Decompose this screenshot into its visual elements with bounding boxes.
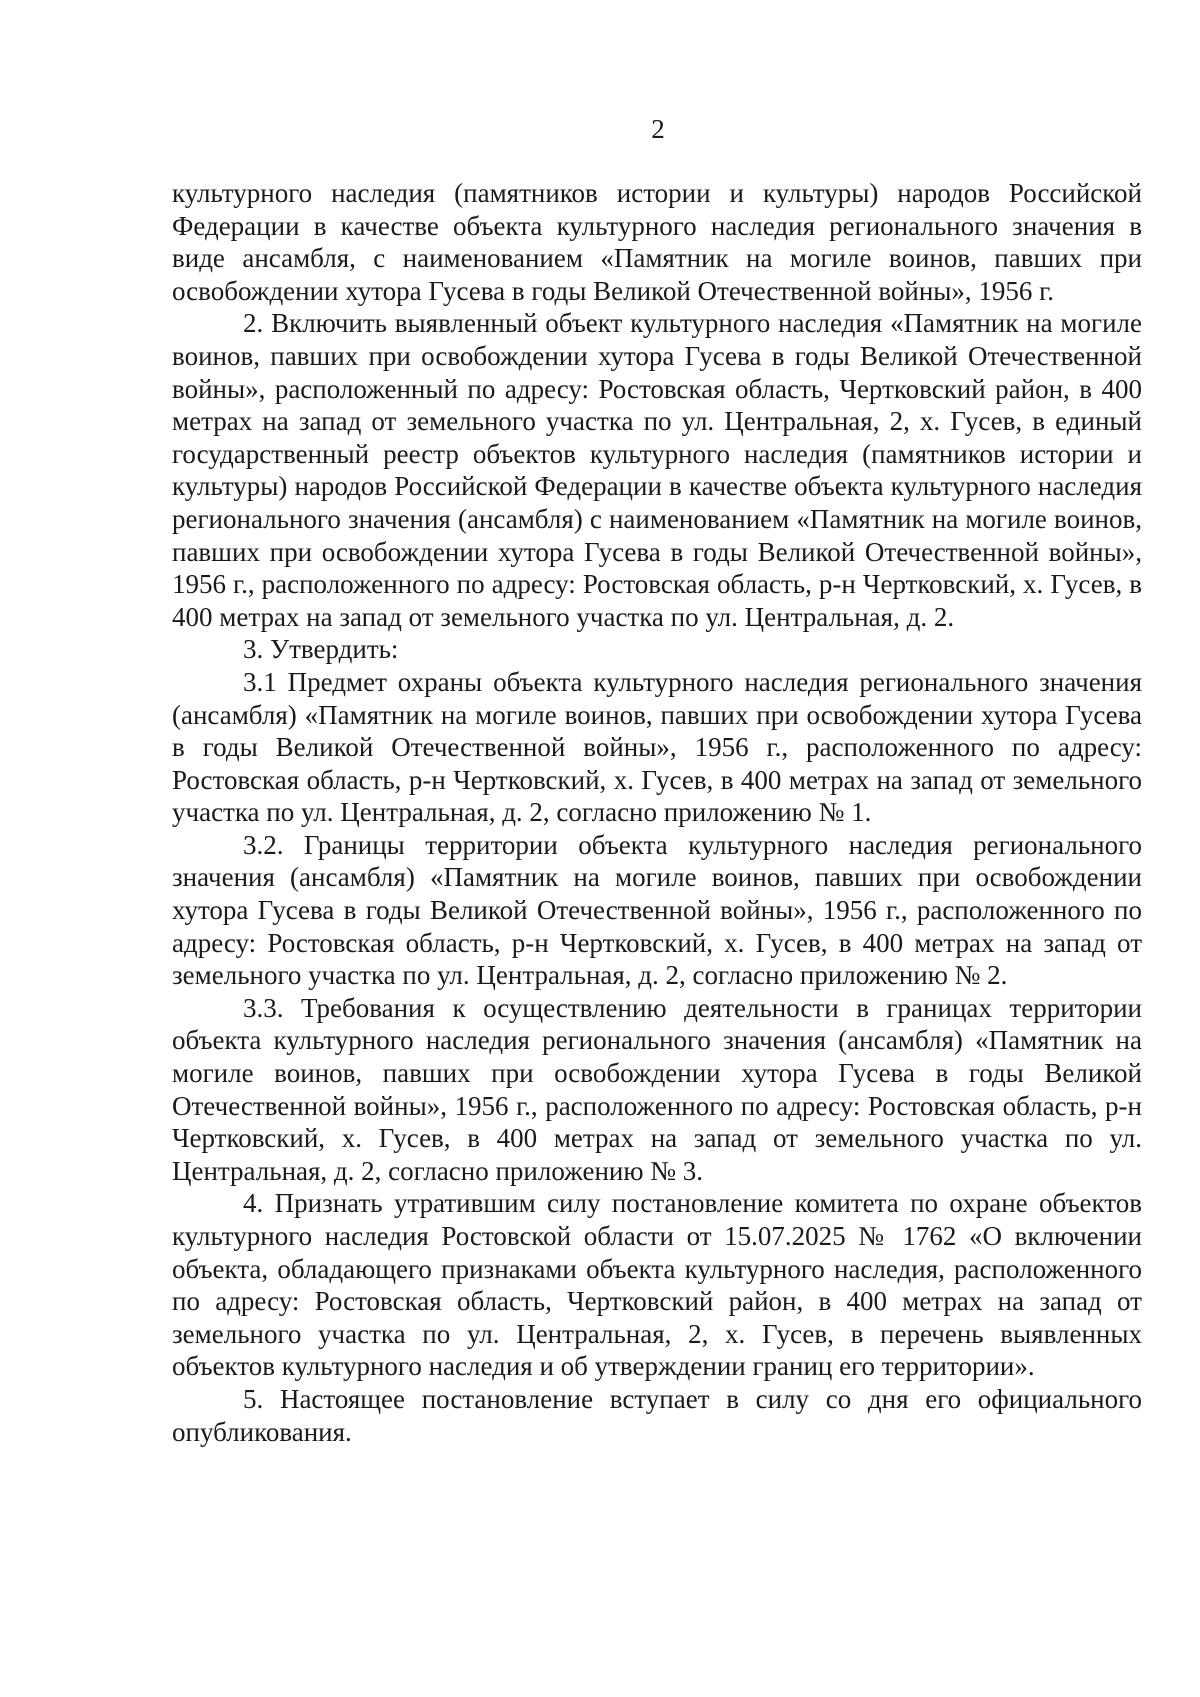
- paragraph-item-3-2: 3.2. Границы территории объекта культурного наследия регионального значения (ансамбля) «Памятник на могиле воинов, павших при освобождении хутора Гусева в годы Великой Отечественной войны», 1956 г., расположенного по адресу: Ростовская область, р-н Чертковский, х. Гусев, в 400 метрах на запад от земельного участка по ул. Центральная, д. 2, согласно приложению № 2.: [172, 829, 1142, 991]
- paragraph-item-3-1: 3.1 Предмет охраны объекта культурного наследия регионального значения (ансамбля) «Памятник на могиле воинов, павших при освобождении хутора Гусева в годы Великой Отечественной войны», 1956 г., расположенного по адресу: Ростовская область, р-н Чертковский, х. Гусев, в 400 метрах на запад от земельного участка по ул. Центральная, д. 2, согласно приложению № 1.: [172, 666, 1142, 828]
- paragraph-item-4: 4. Признать утратившим силу постановление комитета по охране объектов культурного наследия Ростовской области от 15.07.2025 № 1762 «О включении объекта, обладающего признаками объекта культурного наследия, расположенного по адресу: Ростовская область, Чертковский район, в 400 метрах на запад от земельного участка по ул. Центральная, 2, х. Гусев, в перечень выявленных объектов культурного наследия и об утверждении границ его территории».: [172, 1188, 1142, 1382]
- document-body: [172, 177, 1142, 1448]
- paragraph-continuation: культурного наследия (памятников истории и культуры) народов Российской Федерации в качестве объекта культурного наследия регионального значения в виде ансамбля, с наименованием «Памятник на могиле воинов, павших при освобождении хутора Гусева в годы Великой Отечественной войны», 1956 г.: [172, 178, 1142, 306]
- paragraph-item-3-3: 3.3. Требования к осуществлению деятельности в границах территории объекта культурного наследия регионального значения (ансамбля) «Памятник на могиле воинов, павших при освобождении хутора Гусева в годы Великой Отечественной войны», 1956 г., расположенного по адресу: Ростовская область, р-н Чертковский, х. Гусев, в 400 метрах на запад от земельного участка по ул. Центральная, д. 2, согласно приложению № 3.: [172, 992, 1142, 1186]
- paragraph-item-3: 3. Утвердить:: [243, 634, 399, 665]
- page-number: 2: [651, 114, 665, 144]
- paragraph-item-5: 5. Настоящее постановление вступает в силу со дня его официального опубликования.: [172, 1383, 1142, 1447]
- paragraph-item-2: 2. Включить выявленный объект культурного наследия «Памятник на могиле воинов, павших при освобождении хутора Гусева в годы Великой Отечественной войны», расположенный по адресу: Ростовская область, Чертковский район, в 400 метрах на запад от земельного участка по ул. Центральная, 2, х. Гусев, в единый государственный реестр объектов культурного наследия (памятников истории и культуры) народов Российской Федерации в качестве объекта культурного наследия регионального значения (ансамбля) с наименованием «Памятник на могиле воинов, павших при освобождении хутора Гусева в годы Великой Отечественной войны», 1956 г., расположенного по адресу: Ростовская область, р-н Чертковский, х. Гусев, в 400 метрах на запад от земельного участка по ул. Центральная, д. 2.: [172, 308, 1142, 632]
